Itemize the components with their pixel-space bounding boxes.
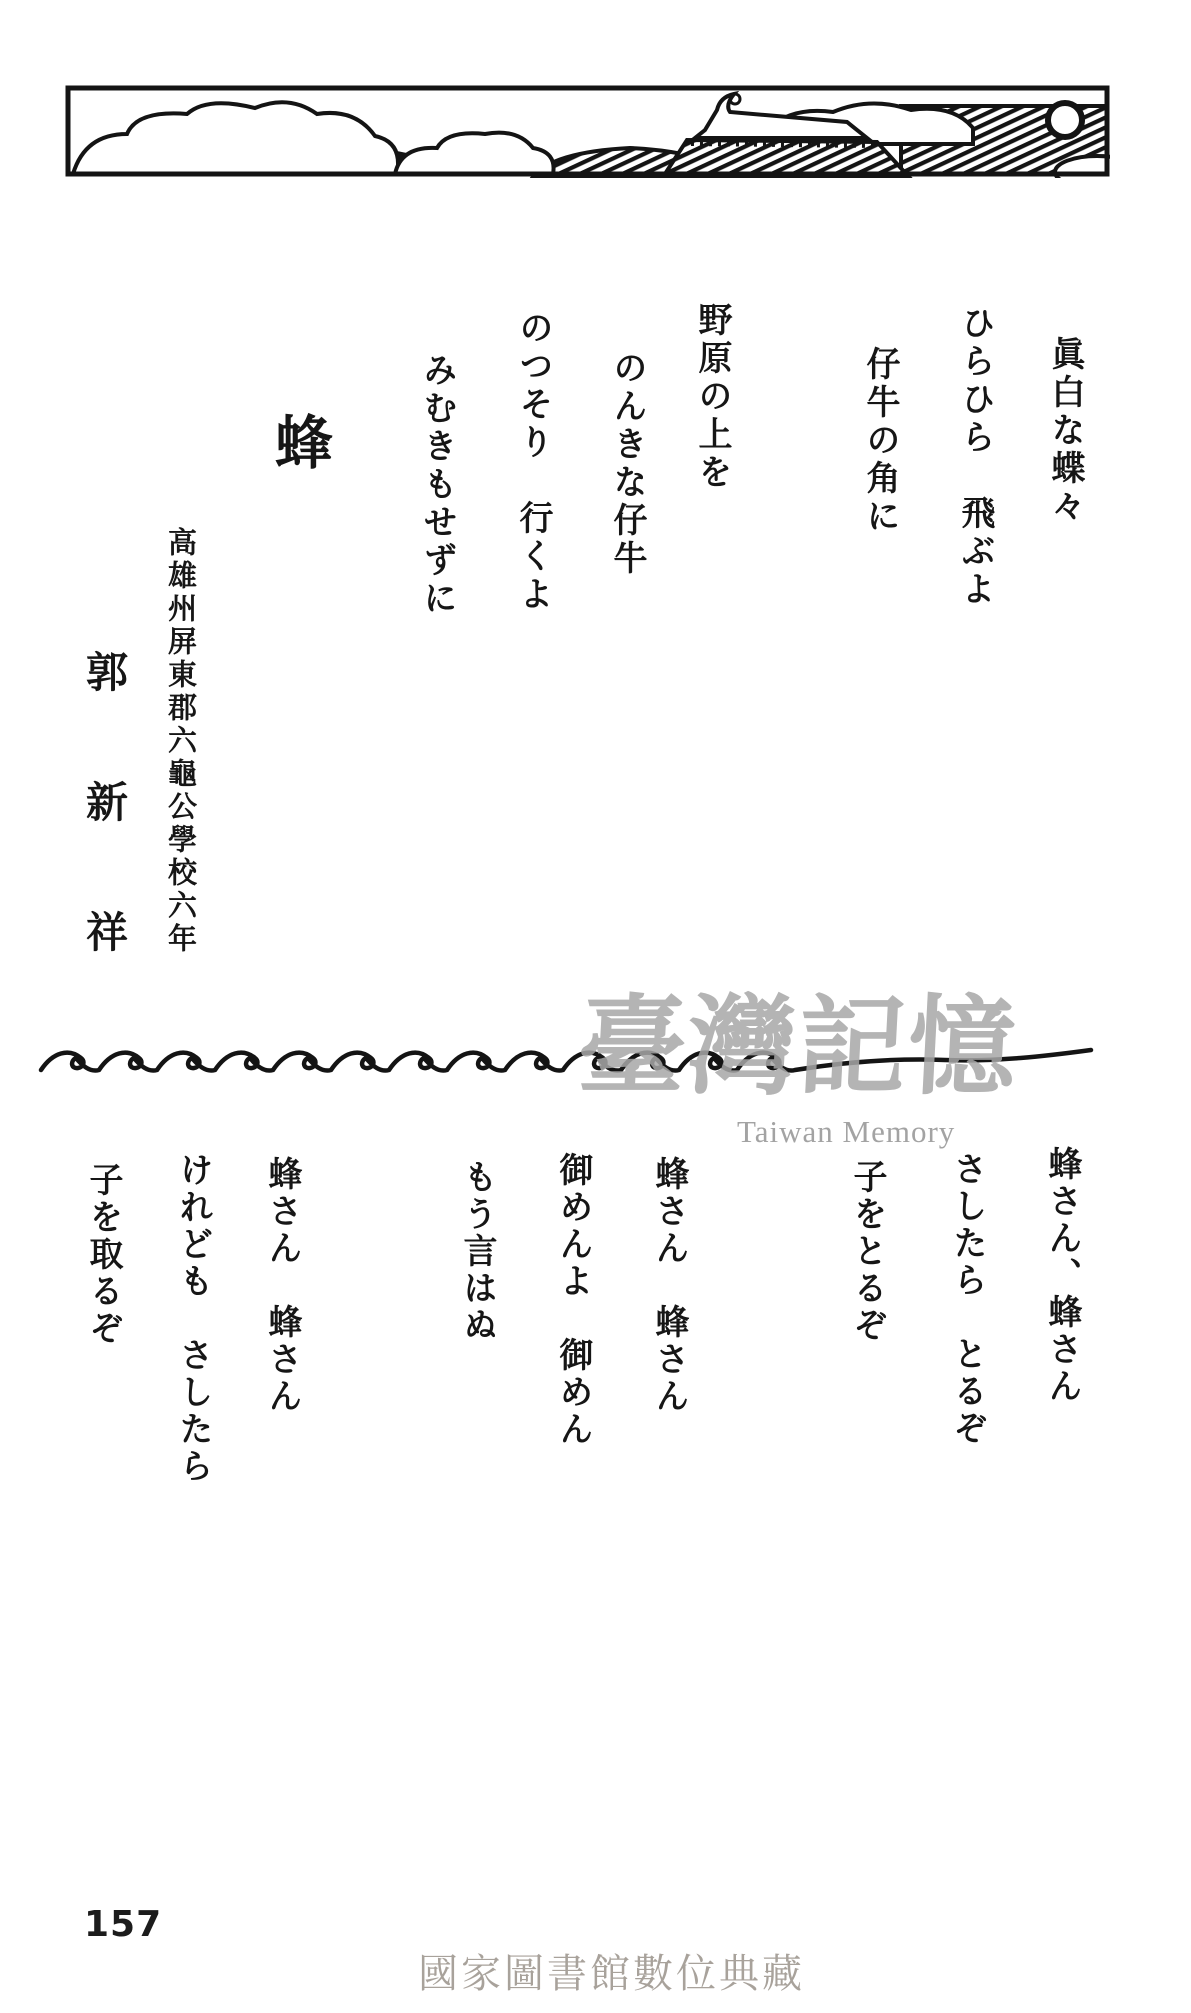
poem1-line-5: のんきな仔牛 xyxy=(607,350,647,578)
poem1-line-4: 野原の上を xyxy=(692,302,732,492)
poem1-line-3: 仔牛の角に xyxy=(860,346,900,536)
poem2-line-4: 蜂さん 蜂さん xyxy=(649,1156,689,1415)
header-illustration xyxy=(65,84,1110,178)
poem2-line-5: 御めんよ 御めん xyxy=(553,1152,593,1448)
poem2-line-9: 子を取るぞ xyxy=(83,1162,123,1347)
taiwan-memory-seal-watermark: 臺灣記憶 xyxy=(574,984,1022,1110)
author-char-2: 新 xyxy=(86,778,129,827)
poem1-line-2: ひらひら 飛ぶよ xyxy=(955,305,995,609)
poem2-line-7: 蜂さん 蜂さん xyxy=(262,1156,302,1415)
poem2-line-8: けれども さしたら xyxy=(173,1152,213,1485)
author-char-1: 郭 xyxy=(86,648,129,697)
poem2-line-1: 蜂さん、蜂さん xyxy=(1042,1146,1082,1405)
poem2-line-6: もう言はぬ xyxy=(457,1159,497,1344)
author-char-3: 祥 xyxy=(86,908,129,957)
poem2-line-2: さしたら とるぞ xyxy=(947,1151,987,1447)
poem1-author xyxy=(86,648,129,957)
taiwan-memory-latin-watermark: Taiwan Memory xyxy=(737,1114,956,1149)
poem1-school-grade: 高雄州屏東郡六龜公學校六年 xyxy=(164,527,198,956)
archive-credit-watermark: 國家圖書館數位典藏 xyxy=(418,1951,805,1997)
poem2-line-3: 子をとるぞ xyxy=(847,1159,887,1344)
poem1-line-1: 眞白な蝶々 xyxy=(1045,336,1085,526)
poem1-title: 蜂 xyxy=(265,412,333,470)
poem1-line-6: のつそり 行くよ xyxy=(513,310,553,614)
poem1-line-7: みむきもせずに xyxy=(417,352,457,618)
page-number: 157 xyxy=(84,1904,163,1945)
